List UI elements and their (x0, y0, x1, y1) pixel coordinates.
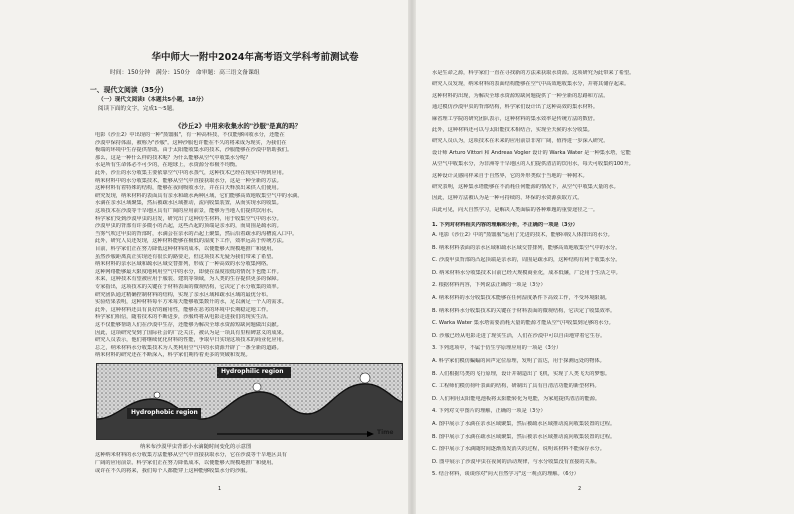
question-line: B. 图中展示了水滴在疏水区域聚集，然后被亲水区域推动流向收集装置的过程。 (432, 433, 616, 440)
passage-line: 由此可见，向大自然学习，是解决人类面临的各种难题的重要途径之一。 (432, 206, 599, 213)
passage-line: 这种材料有着特殊的结构，能够在夜间吸收水分，并在白天释放出来供人们使用。 (95, 185, 282, 192)
question-line: B. 纳米材料表面的亲水区域和疏水区域交替排列，能够高效地收集空气中的水分。 (432, 244, 621, 251)
question-line: 5. 结合材料，谈谈你对"向大自然学习"这一观点的理解。（6分） (432, 471, 579, 478)
page-number-right: 2 (578, 486, 582, 492)
passage-line: 这种网络能够最大限度地利用空气中的水分，即使在湿度很低的情况下也能工作。 (95, 268, 282, 275)
passage-line: 这不仅能够帮助人们在沙漠中生存，还能够为解决全球水资源短缺问题做出贡献。 (95, 322, 282, 328)
passage-line: 沙漠甲虫的背部有许多微小的凸起，这些凸起的顶端是亲水的，而周围是疏水的。 (95, 223, 282, 230)
passage-line: 未来，这种技术有望被应用于服装、建筑等领域，为人类的生存提供更多的保障。 (95, 276, 282, 283)
passage-line: 这种材料的出现，为解决全球水资源短缺问题提供了一种全新的思路和方法。 (432, 92, 609, 99)
passage-line: 纳米材料的研究还在不断深入，科学家们期待着更多的突破和发现。 (95, 352, 251, 359)
passage-line: 此外，研究人员还发现，这种材料能够在极低的湿度下工作，效率远高于传统方法。 (95, 238, 287, 245)
time-label: Time (377, 429, 394, 436)
question-line: A. 图中展示了水滴在亲水区域聚集，然后被疏水区域推动流向收集装置的过程。 (432, 421, 616, 427)
passage-line: 研究团队通过精确控制材料的结构，实现了亲水区域和疏水区域的最优分布。 (95, 291, 272, 298)
passage-line: 水是生命之源，科学家们一直在寻找新的方法来获取水资源。这项研究为此带来了希望。 (432, 70, 635, 76)
page-fold (408, 0, 416, 514)
question-1-heading: 1. 下列对材料相关内容的理解和分析，不正确的一项是（3分） (432, 222, 578, 228)
passage-line: 科学家们受到沙漠甲虫的启发，研究出了这种仿生材料，用于收集空气中的水分。 (95, 215, 282, 222)
question-line: C. 图中展示了水滴随时间逐渐蒸发消失的过程，说明该材料不能保存水分。 (432, 446, 605, 453)
left-page (70, 0, 408, 514)
passage-line: 纳米材料的亲水区域和疏水区域交替排列，形成了一种高效的水分收集网络。 (95, 261, 272, 268)
passage-line: 虽然沙服距离真正实现还有很长的路要走，但这项技术无疑为我们带来了希望。 (95, 253, 277, 260)
passage-line: 研究人员发现，纳米材料的表面结构能够在空气中高效地收集水分，并将其储存起来。 (432, 81, 630, 88)
question-line: D. 人们利用太阳能电池板将太阳能转化为电能，为家庭提供清洁的能源。 (432, 395, 601, 402)
passage-line: 水滴在亲水区域聚集，然后被疏水区域推动，流向收集装置，从而实现水的收集。 (95, 200, 282, 207)
passage-line: 研究人员表示，他们将继续优化材料的性能，争取早日实现这项技术的商业化应用。 (95, 337, 287, 344)
question-line: 2. 根据材料内容，下列说法正确的一项是（3分） (432, 282, 546, 289)
page-number-left: 1 (218, 486, 222, 492)
question-line: C. Warka Water 集水塔需要消耗大量的能源才能从空气中收集到足够的水分。 (432, 320, 614, 327)
passage-line: 水是所有生命体必不可少的，在地球上，水资源分布极不均衡。 (95, 162, 241, 169)
passage-line: 实验结果表明，这种材料每平方米每天能够收集数升的水，足以满足一个人的需求。 (95, 299, 287, 306)
passage-line: 研究人员认为，这项技术在未来的应用前景非常广阔，值得进一步深入研究。 (432, 138, 609, 145)
passage-line: 总之，纳米材料水分收集技术为人类利用空气中的水资源开辟了一条全新的道路。 (95, 344, 282, 351)
question-line: 3. 下列选项中，不属于仿生学原理应用的一项是（3分） (432, 345, 562, 352)
question-line: D. 图中展示了沙漠甲虫在夜间的活动规律，与水分收集没有直接的关系。 (432, 458, 601, 465)
passage-line: 因此，这项研究受到了国际社会的广泛关注，被认为是一项具有里程碑意义的成果。 (95, 329, 287, 336)
question-line: B. 纳米材料水分收集技术的关键在于材料表面的微观结构，它决定了收集效率。 (432, 307, 616, 314)
question-line: A. 纳米材料的水分收集技术能够在任何湿度条件下高效工作，不受环境限制。 (432, 295, 610, 301)
passage-line: 广阔的应用前景。科学家们正在努力降低成本，以便能够大规模地推广和使用。 (95, 460, 277, 466)
passage-line: 那么，这是一种什么样的技术呢？为什么能够从空气中收集水分呢？ (95, 154, 251, 161)
passage-line: 设计师 Arturo Vittori 和 Andreas Vogler 设计的 Warka Water 是一种集水塔，它能 (432, 149, 631, 156)
figure-caption: 纳米布沙漠甲虫背部小水滴随时间变化的示意图 (140, 444, 252, 450)
section-heading: 一、现代文阅读（35分） (90, 86, 168, 94)
passage-line: 沙漠中保持体温，被称为"沙服"。这种沙服也许能在不久的将来成为现实，为我们在 (95, 139, 287, 146)
hydrophilic-label: Hydrophilic region (221, 368, 284, 375)
passage-line: 因此，这种方法被认为是一种可持续的、环保的水资源获取方式。 (432, 195, 583, 202)
right-page (420, 0, 750, 514)
passage-line: 或许在不久的将来，我们每个人都能穿上这种能够收集水分的沙服。 (95, 468, 251, 474)
passage-line: 当雾气吹过甲虫的背部时，水滴会在亲水的凸起上聚集，然后沿着疏水的沟槽流入口中。 (95, 230, 298, 237)
subsection-heading: （一）现代文阅读Ⅰ（本题共5小题，18分） (98, 97, 207, 103)
passage-line: 这项技术在沙漠等干旱地区具有广阔的应用前景，能够为当地人们提供饮用水。 (95, 208, 277, 214)
question-line: C. 工程师们模仿荷叶表面的结构，研制出了具有自清洁功能的新型材料。 (432, 383, 600, 390)
question-line: D. 沙服已经从电影走进了现实生活，人们在沙漠中可以自由地穿着它生存。 (432, 332, 606, 339)
beetle-figure (96, 363, 403, 440)
passage-line: 目前，科学家们正在努力降低这种材料的成本，以便能够大规模地推广和使用。 (95, 246, 277, 252)
passage-line: 此外，这种材料还具有良好的耐用性，能够在恶劣的环境中长期稳定地工作。 (95, 306, 272, 313)
passage-line: 通过模仿沙漠甲虫的背部结构，科学家们设计出了这种高效的集水材料。 (432, 104, 599, 111)
passage-line: 此外，沙丘的水分收集主要依靠空气中的水蒸气，这种技术已经在现实中得到应用。 (95, 170, 287, 176)
passage-line: 此外，这种材料还可以与太阳能技术相结合，实现全天候的水分收集。 (432, 127, 593, 133)
question-line: D. 纳米材料水分收集技术目前已经大规模商业化，成本低廉，广泛用于生活之中。 (432, 269, 621, 276)
figure-illustration (97, 364, 402, 439)
instruction: 阅读下面的文字，完成1～5题。 (98, 106, 178, 112)
exam-meta: 时间：150分钟 满分：150分 命审题：高三语文备课组 (110, 70, 260, 76)
passage-line: 这种纳米材料的水分收集方法能够从空气中直接获取水分，它在沙漠等干旱地区具有 (95, 452, 287, 458)
question-line: B. 人们根据鸟类的飞行原理，设计并制造出了飞机，实现了人类飞天的梦想。 (432, 370, 611, 377)
question-line: A. 电影《沙丘2》中的"蒸馏服"运用了先进的技术，能够回收人体排出的水分。 (432, 232, 613, 238)
passage-line: 麻省理工学院的研究团队表示，这种材料的集水效率是传统方法的数倍。 (432, 115, 599, 122)
passage-line: 研究发现，纳米材料的表面具有亲水和疏水两种区域，它们能够高效地收集空气中的水滴。 (95, 192, 303, 199)
passage-line: 电影《沙丘2》中出现的一种"蒸馏服"，有一种高科技，不仅能够回收水分，还能在 (95, 132, 285, 138)
passage-line: 专家指出，这项技术的关键在于材料表面的微观结构，它决定了水分收集的效率。 (95, 284, 282, 290)
question-line: C. 沙漠甲虫背部的凸起顶端是亲水的，周围是疏水的，这种结构有利于收集水分。 (432, 257, 621, 264)
passage-line: 科学家们相信，随着技术的不断进步，沙服终将从电影走进我们的现实生活。 (95, 314, 272, 321)
passage-line: 从空气中收集水分，为非洲等干旱地区的人们提供清洁的饮用水，每天可收集约100升。 (432, 161, 634, 168)
passage-line: 纳米材料中的水分收集技术，能够从空气中直接获取水分，这是一种全新的方法。 (95, 177, 282, 184)
passage-title: 《沙丘2》中用来收集水的"沙服"是真的吗？ (175, 122, 302, 130)
exam-title: 华中师大一附中2024年高考语文学科考前测试卷 (151, 52, 359, 63)
passage-line: 研究表明，这种集水塔能够在不消耗任何能源的情况下，从空气中收集大量的水。 (432, 184, 619, 190)
hydrophobic-label: Hydrophobic region (131, 409, 198, 416)
question-line: 4. 下列对文中图片的理解，正确的一项是（3分） (432, 408, 546, 415)
passage-line: 极端的环境中生存提供帮助。由于太阳能收集水的技术，沙服能够在沙漠中帮助我们。 (95, 147, 293, 154)
question-line: A. 科学家们模仿蝙蝠的回声定位原理，发明了雷达，用于探测远处的物体。 (432, 358, 605, 364)
passage-line: 这种设计灵感同样来自于自然界，它的外形类似于当地的一种树木。 (432, 172, 588, 179)
